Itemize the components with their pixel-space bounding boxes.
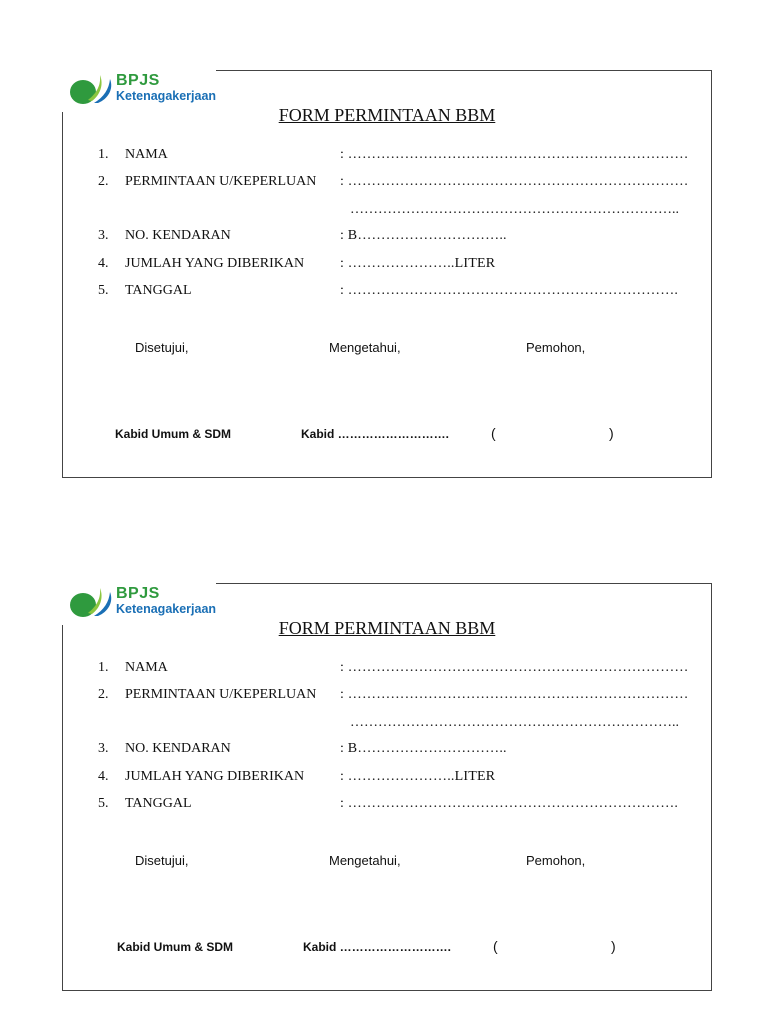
field-value: : ……………………………………………………………… [340, 147, 689, 162]
field-value: : B………………………….. [340, 228, 507, 243]
applicant-label: Pemohon, [526, 340, 586, 355]
field-value: : ……………………………………………………………… [340, 660, 689, 675]
logo-subtitle: Ketenagakerjaan [116, 89, 217, 103]
field-label: NAMA [125, 660, 168, 675]
acknowledger-title: Kabid ………………………. [301, 427, 450, 441]
field-value: : …………………..LITER [340, 769, 496, 784]
field-number: 2. [98, 174, 109, 189]
approved-label: Disetujui, [135, 340, 189, 355]
field-number: 3. [98, 741, 109, 756]
field-keperluan-continuation: …………………………………………………………….. [350, 202, 679, 217]
field-number: 1. [98, 147, 109, 162]
field-label: NO. KENDARAN [125, 741, 231, 756]
applicant-paren-open: ( [493, 938, 498, 954]
field-number: 4. [98, 769, 109, 784]
form-title: FORM PERMINTAAN BBM [278, 618, 496, 638]
field-label: TANGGAL [125, 796, 192, 811]
field-keperluan-continuation: …………………………………………………………….. [350, 715, 679, 730]
applicant-paren-close: ) [611, 938, 616, 954]
applicant-paren-close: ) [609, 425, 614, 441]
logo-subtitle: Ketenagakerjaan [116, 602, 217, 616]
field-label: NAMA [125, 147, 168, 162]
field-value: : ……………………………………………………………. [340, 796, 679, 811]
applicant-label: Pemohon, [526, 853, 586, 868]
field-number: 4. [98, 256, 109, 271]
field-value: : ……………………………………………………………… [340, 174, 689, 189]
field-label: JUMLAH YANG DIBERIKAN [125, 769, 305, 784]
field-value: : …………………..LITER [340, 256, 496, 271]
applicant-paren-open: ( [491, 425, 496, 441]
field-number: 2. [98, 687, 109, 702]
logo-brand: BPJS [116, 585, 160, 602]
approved-label: Disetujui, [135, 853, 189, 868]
field-value: : ……………………………………………………………. [340, 283, 679, 298]
form-card-1 [62, 70, 712, 478]
field-label: NO. KENDARAN [125, 228, 231, 243]
bpjs-swoosh-icon [68, 73, 116, 107]
field-label: PERMINTAAN U/KEPERLUAN [125, 687, 317, 702]
field-number: 5. [98, 283, 109, 298]
field-value: : B………………………….. [340, 741, 507, 756]
field-label: PERMINTAAN U/KEPERLUAN [125, 174, 317, 189]
form-title: FORM PERMINTAAN BBM [278, 105, 496, 125]
field-number: 3. [98, 228, 109, 243]
acknowledged-label: Mengetahui, [329, 853, 401, 868]
field-label: JUMLAH YANG DIBERIKAN [125, 256, 305, 271]
approver-title: Kabid Umum & SDM [115, 427, 232, 441]
approver-title: Kabid Umum & SDM [117, 940, 234, 954]
field-number: 1. [98, 660, 109, 675]
logo-brand: BPJS [116, 72, 160, 89]
acknowledged-label: Mengetahui, [329, 340, 401, 355]
form-card-2 [62, 583, 712, 991]
field-label: TANGGAL [125, 283, 192, 298]
field-value: : ……………………………………………………………… [340, 687, 689, 702]
bpjs-swoosh-icon [68, 586, 116, 620]
field-number: 5. [98, 796, 109, 811]
acknowledger-title: Kabid ………………………. [303, 940, 452, 954]
